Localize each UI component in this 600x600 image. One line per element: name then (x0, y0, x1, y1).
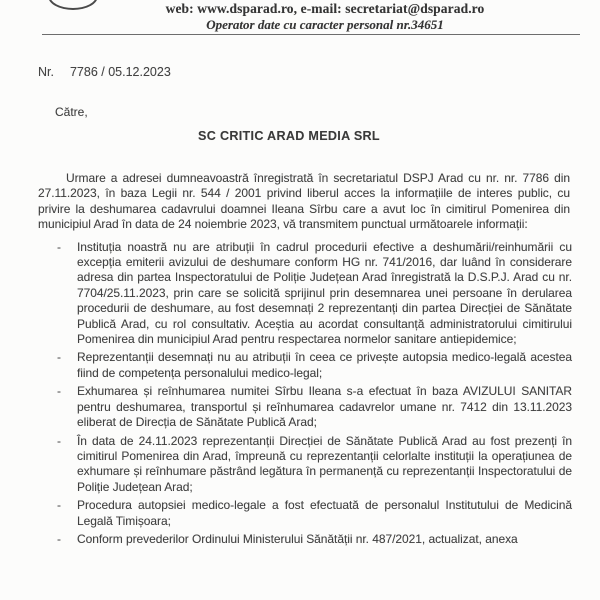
list-item-text: Conform prevederilor Ordinului Ministerului Sănătății nr. 487/2021, actualizat, anexa (77, 531, 518, 546)
list-item-text: Instituția noastră nu are atribuții în cadrul procedurii efective a deshumării/reinhumării cu excepția emiterii avizului de deshumare conform HG nr. 741/2016, dar luând în considerare adresa din partea Inspectoratului de Poliție Județean Arad înregistrată la D.S.P.J. Arad cu nr. 7704/25.11.2023, prin care se solicită sprijinul prin desemnarea unei persoane în derularea procedurii de deshumare, au fost desemnați 2 reprezentanți din partea Direcției de Sănătate Publică Arad, cu rol consultativ. Aceștia au acordat consultanță administratorului cimitirului Pomenirea din municipiul Arad pentru respectarea normelor sanitare antiepidemice; (77, 239, 572, 347)
dash-marker: - (57, 350, 61, 365)
dash-marker: - (57, 433, 61, 448)
list-item (57, 434, 572, 496)
reference-number-date: 7786 / 05.12.2023 (69, 65, 171, 79)
bullet-list (57, 240, 572, 548)
recipient-name: SC CRITIC ARAD MEDIA SRL (198, 129, 380, 143)
list-item-text: Reprezentanții desemnați nu au atribuții în ceea ce privește autopsia medico-legală acestea fiind de competența personalului medico-legal; (77, 350, 572, 380)
list-item (57, 384, 572, 430)
reference-line (38, 65, 600, 79)
list-item (57, 498, 572, 529)
letterhead-seal-fragment-icon (48, 0, 98, 10)
letterhead (150, 0, 500, 32)
dash-marker: - (57, 239, 61, 254)
reference-label: Nr. (38, 65, 54, 79)
dash-marker: - (57, 531, 61, 546)
list-item-text: În data de 24.11.2023 reprezentanții Direcției de Sănătate Publică Arad au fost prezenți în cimitirul Pomenirea din Arad, împreună cu reprezentanții celorlalte instituții la operațiunea de exhumare și reînhumare păstrând legătura în permanență cu reprezentanții Inspectoratului de Poliție Județean Arad; (77, 433, 572, 494)
list-item (57, 240, 572, 348)
intro-paragraph: Urmare a adresei dumneavoastră înregistrată în secretariatul DSPJ Arad cu nr. nr. 7786 din 27.11.2023, în baza Legii nr. 544 / 2001 privind liberul acces la informațiile de interes public, cu privire la deshumarea cadavrului doamnei Ileana Sîrbu care a avut loc în cimitirul Pomenirea din municipiul Arad în data de 24 noiembrie 2023, vă transmitem punctual următoarele informații: (38, 171, 570, 232)
list-item-text: Exhumarea și reînhumarea numitei Sîrbu Ileana s-a efectuat în baza AVIZULUI SANITAR pentru deshumarea, transportul și reînhumarea cadavrelor umane nr. 7412 din 13.11.2023 eliberat de Direcția de Sănătate Publică Arad; (77, 384, 572, 430)
list-item (57, 350, 572, 381)
salutation: Către, (55, 105, 88, 119)
list-item-text: Procedura autopsiei medico-legale a fost efectuată de personalul Institutului de Medicină Legală Timișoara; (77, 498, 572, 528)
dash-marker: - (57, 384, 61, 399)
letterhead-web-email: web: www.dsparad.ro, e-mail: secretariat@dsparad.ro (165, 1, 485, 16)
letterhead-operator-line: Operator date cu caracter personal nr.34651 (206, 17, 444, 32)
dash-marker: - (57, 498, 61, 513)
letterhead-divider (42, 34, 580, 35)
list-item (57, 532, 572, 547)
